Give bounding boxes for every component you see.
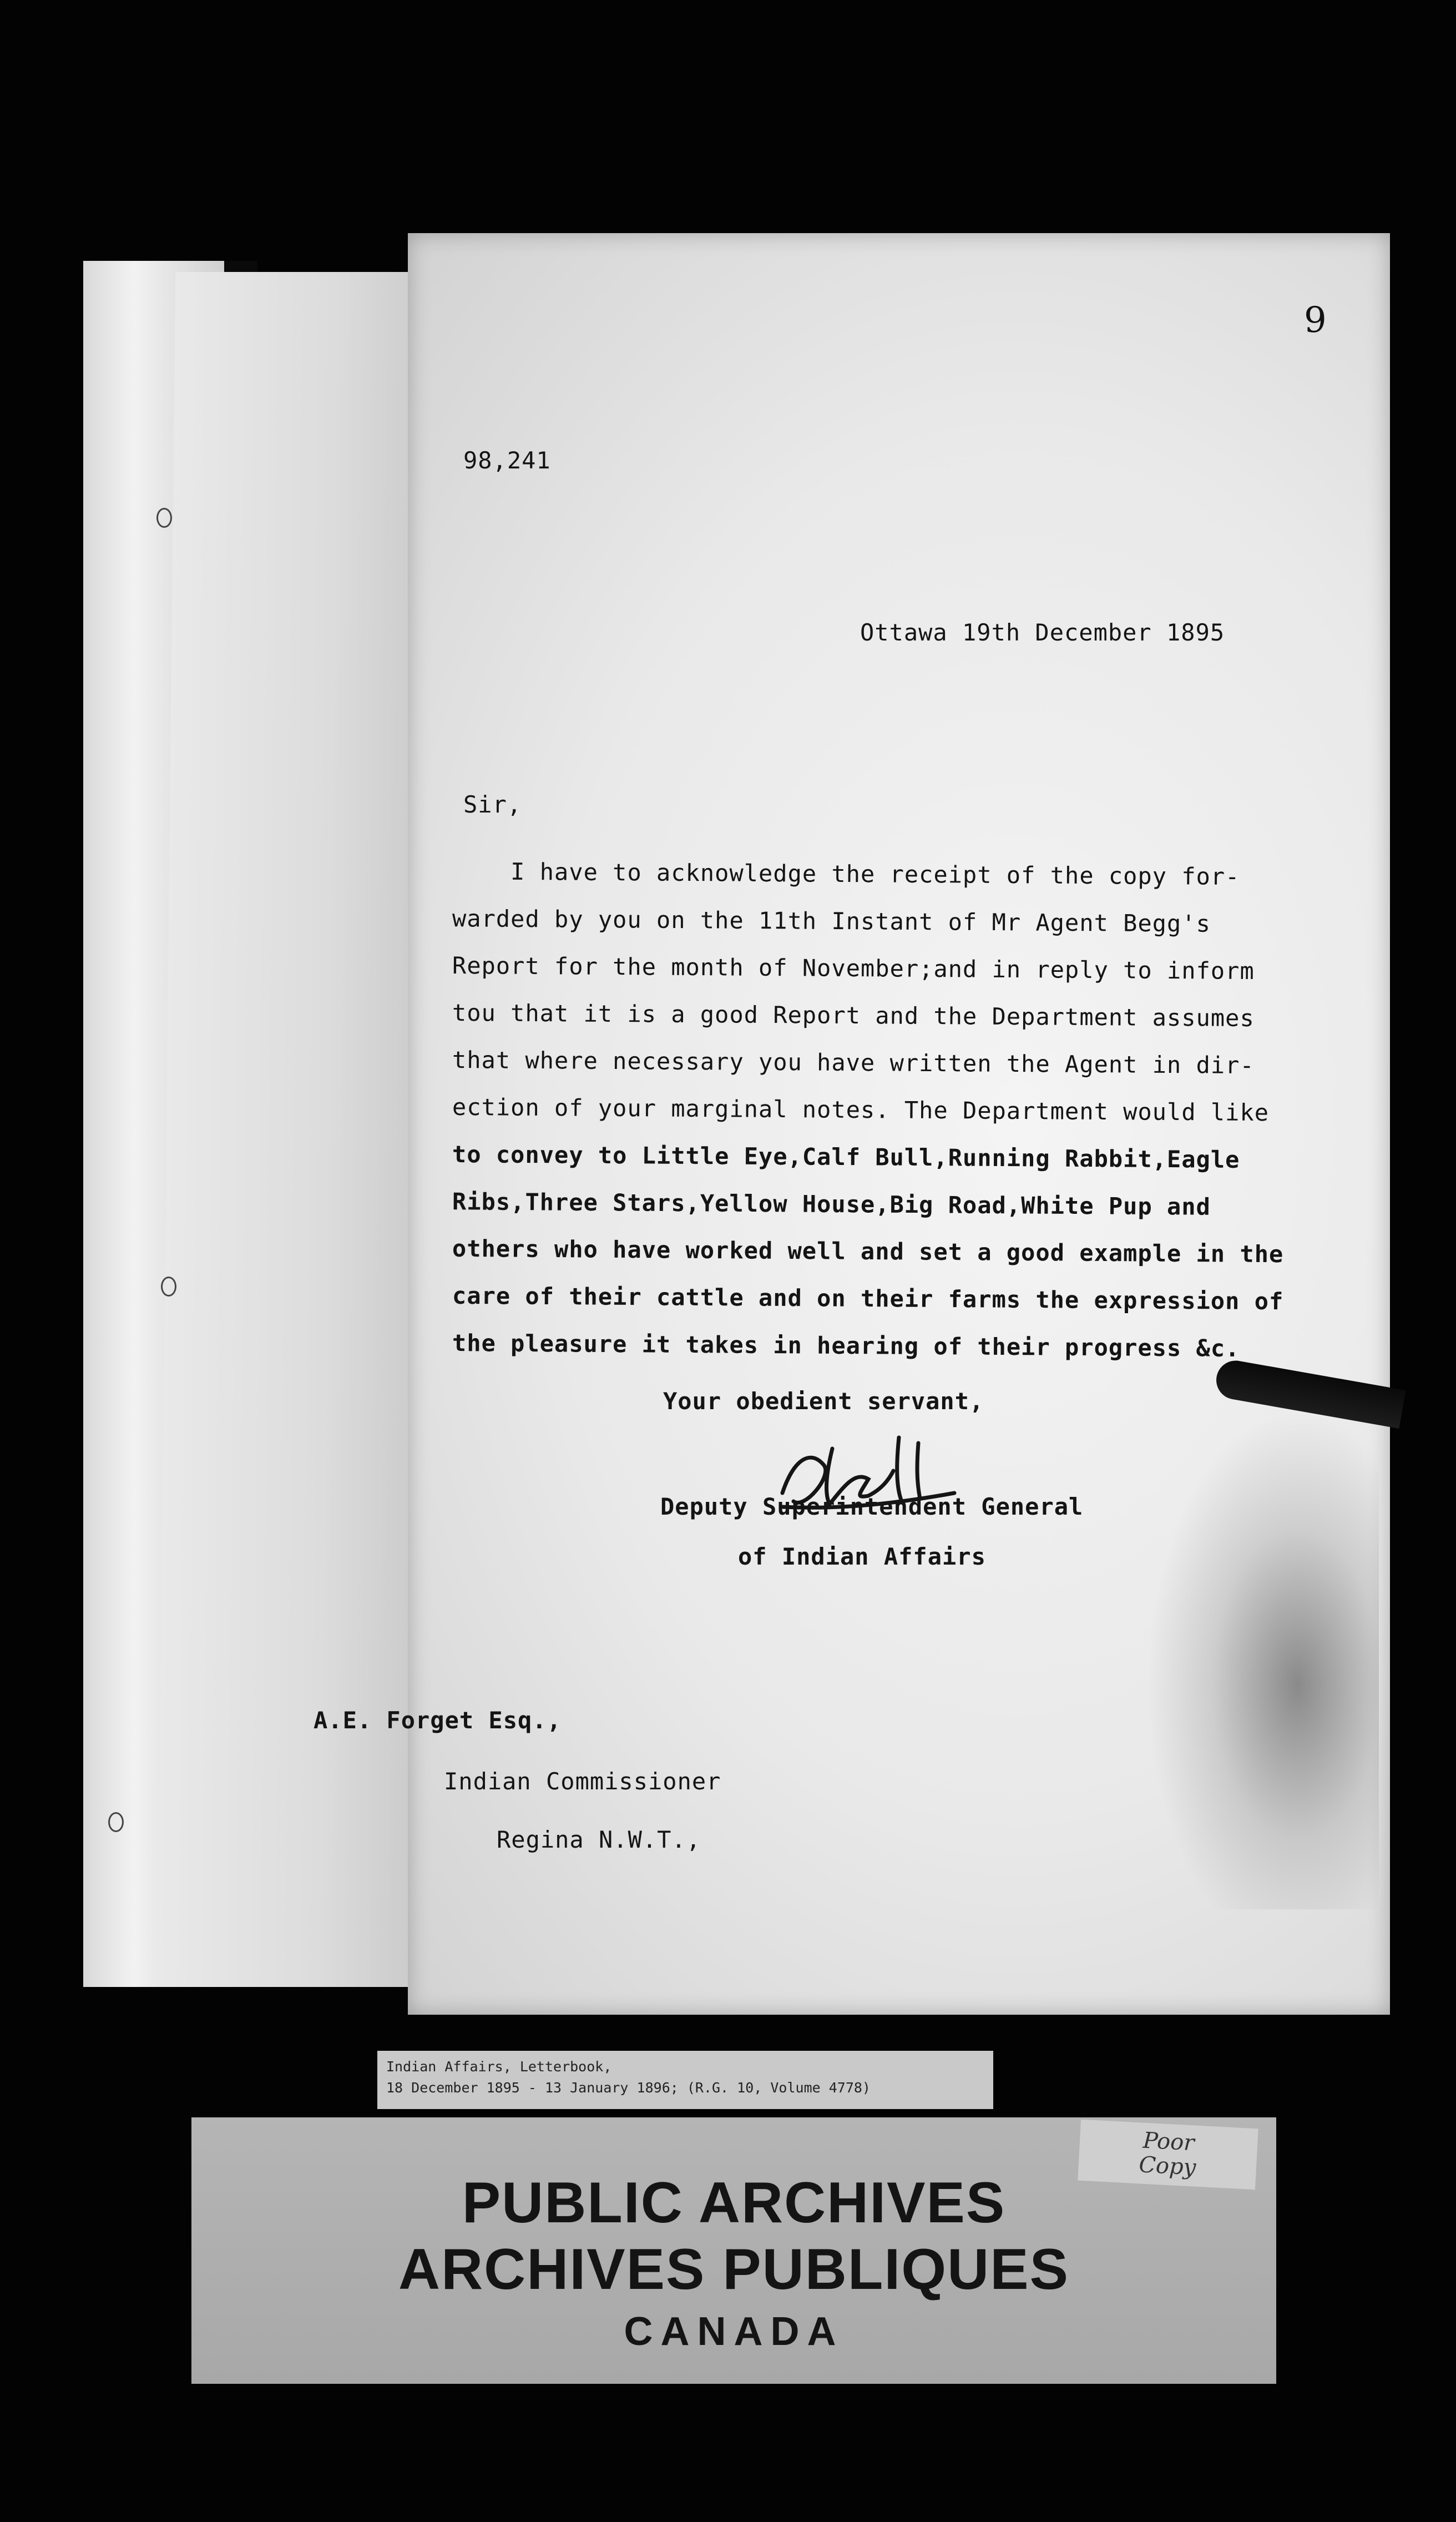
body-line: warded by you on the 11th Instant of Mr Agent Begg's [452,905,1211,937]
body-line: the pleasure it takes in hearing of their progress &c. [452,1329,1240,1362]
signatory-title: Deputy Superintendent General [660,1493,1084,1520]
stamp-line-french: ARCHIVES PUBLIQUES [398,2237,1070,2302]
addressee-title: Indian Commissioner [444,1768,721,1795]
punch-hole [156,508,172,528]
stamp-line-country: CANADA [624,2309,844,2354]
letter-page [314,233,1390,2015]
note-line: Poor [1142,2127,1195,2156]
stamp-line-english: PUBLIC ARCHIVES [462,2171,1006,2235]
body-line: others who have worked well and set a good example in the [452,1234,1284,1268]
body-line: ection of your marginal notes. The Department would like [452,1093,1270,1127]
body-line: care of their cattle and on their farms the expression of [452,1282,1284,1315]
body-line: that where necessary you have written the Agent in dir- [452,1046,1255,1080]
closing: Your obedient servant, [663,1388,984,1415]
body-line: I have to acknowledge the receipt of the copy for- [452,858,1240,890]
archive-reference-label [377,2051,993,2109]
body-line: to convey to Little Eye,Calf Bull,Running Rabbit,Eagle [452,1141,1240,1173]
punch-hole [161,1277,176,1297]
ink-smudge [1146,1410,1379,1909]
body-line: Report for the month of November;and in reply to inform [452,951,1255,985]
signatory-department: of Indian Affairs [738,1543,986,1570]
letter-date: Ottawa 19th December 1895 [860,619,1225,646]
addressee-name: A.E. Forget Esq., [314,1707,562,1734]
page-number: 9 [1304,300,1327,341]
body-line: tou that it is a good Report and the Department assumes [452,998,1255,1032]
note-line: Copy [1138,2152,1197,2181]
file-number: 98,241 [463,447,551,474]
salutation: Sir, [463,791,522,818]
archives-stamp [191,2117,1276,2384]
archive-label-line: Indian Affairs, Letterbook, [386,2059,612,2075]
punch-hole [108,1812,124,1832]
addressee-place: Regina N.W.T., [497,1826,701,1853]
archive-label-line: 18 December 1895 - 13 January 1896; (R.G. 10, Volume 4778) [386,2080,871,2096]
body-line: Ribs,Three Stars,Yellow House,Big Road,White Pup and [452,1188,1211,1220]
